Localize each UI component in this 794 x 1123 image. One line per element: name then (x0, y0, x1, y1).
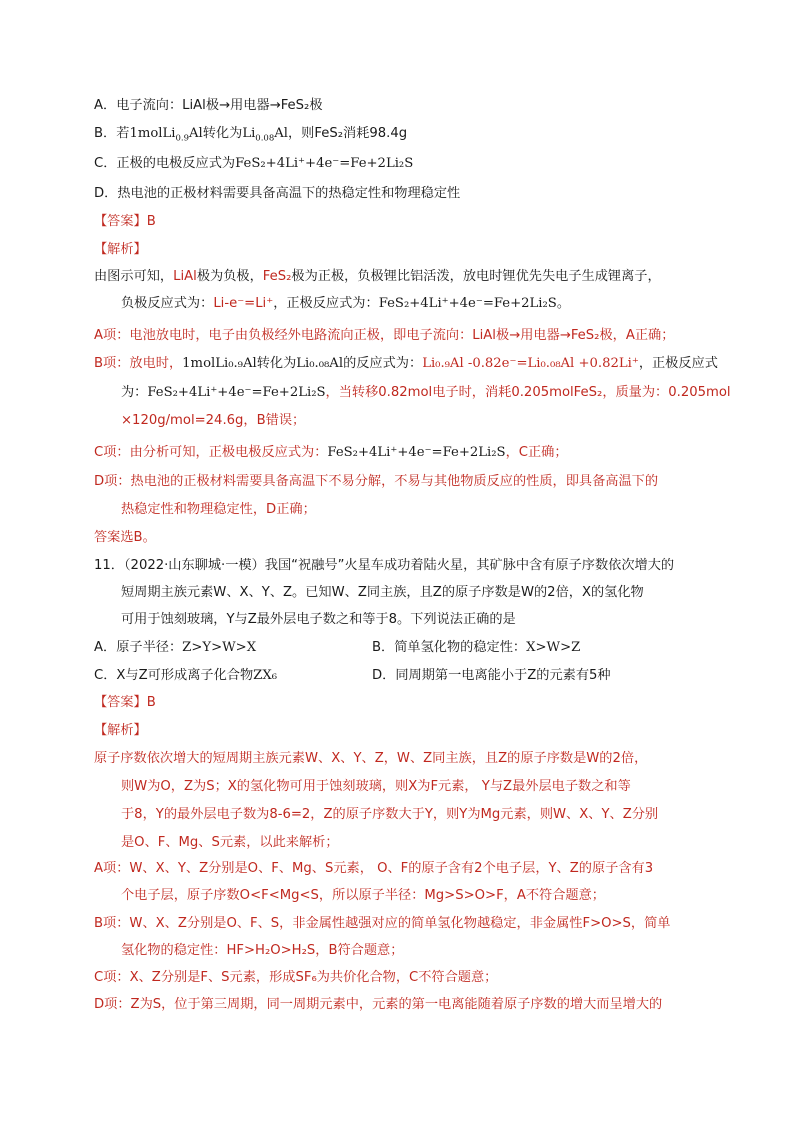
q11-optC-value: ZX₆ (253, 668, 277, 683)
q11-stem-line1: 11．（2022·山东聊城·一模）我国“祝融号”火星车成功着陆火星，其矿脉中含有原子序数依次增大的 (94, 558, 675, 573)
q11-answer (94, 692, 156, 714)
q10-final-answer: 答案选B。 (94, 530, 156, 545)
q10-option-c (94, 153, 413, 175)
q11-analysis-line1: 原子序数依次增大的短周期主族元素W、X、Y、Z，W、Z同主族，且Z的原子序数是W的2倍， (94, 751, 648, 766)
q10-analysis-item-b-line2 (121, 382, 731, 404)
q11-stem-line2: 短周期主族元素W、X、Y、Z。已知W、Z同主族，且Z的原子序数是W的2倍，X的氢化物 (121, 585, 644, 600)
q11-optB-label: B．简单氢化物的稳定性： (372, 640, 527, 655)
q10-analysis-item-c (94, 442, 568, 464)
q10-analysis-line2 (121, 293, 570, 315)
q11-option-b (372, 637, 580, 659)
q11-analysis-item-a-line1: A项：W、X、Y、Z分别是O、F、Mg、S元素， O、F的原子含有2个电子层，Y、Z的原子含有3 (94, 861, 654, 876)
q11-analysis-item-a-line2: 个电子层，原子序数O<F<Mg<S，所以原子半径：Mg>S>O>F，A不符合题意； (121, 888, 605, 903)
q10-a5-equation: FeS₂+4Li⁺+4e⁻=Fe+2Li₂S (147, 385, 326, 400)
q11-analysis-line4: 是O、F、Mg、S元素，以此来解析； (121, 835, 339, 850)
q10-a1b: LiAl (173, 269, 197, 284)
q10-optB-f1b: Al (189, 126, 203, 141)
q10-a1e: 极为正极，负极锂比铝活泼，放电时锂优先失电子生成锂离子， (291, 269, 661, 284)
q11-optA-label: A．原子半径： (94, 640, 183, 655)
q10-a2-equation: FeS₂+4Li⁺+4e⁻=Fe+2Li₂S (378, 296, 557, 311)
q10-a1c: 极为负极， (196, 269, 263, 284)
q11-optB-value: X>W>Z (526, 640, 581, 655)
q11-analysis-label: 【解析】 (94, 723, 147, 738)
q10-a1: 由图示可知， (94, 269, 174, 284)
q10-answer-value: B (146, 214, 156, 229)
q10-analysis-item-b-line3: ×120g/mol=24.6g，B错误； (121, 413, 306, 428)
q10-a1d: FeS₂ (262, 269, 292, 284)
q11-option-a (94, 637, 256, 659)
q11-answer-label: 【答案】 (94, 695, 147, 710)
q10-a2-mid: ，正极反应式为： (273, 296, 379, 311)
q10-a2-pre: 负极反应式为： (121, 296, 214, 311)
q10-answer-label: 【答案】 (94, 214, 147, 229)
q10-optC-equation: FeS₂+4Li⁺+4e⁻=Fe+2Li₂S (235, 156, 414, 171)
q10-a2-red: Li-e⁻=Li⁺ (213, 296, 274, 311)
q11-analysis-item-b-line1: B项：W、X、Z分别是O、F、S，非金属性越强对应的简单氢化物越稳定，非金属性F>O>S，简单 (94, 916, 671, 931)
q10-a4-formula2: Li₀.₀₈Al (296, 356, 344, 371)
q10-a4-pre: B项：放电时， (94, 356, 183, 371)
q11-analysis-item-b-line2: 氢化物的稳定性：HF>H₂O>H₂S，B符合题意； (121, 943, 404, 958)
q10-optB-f1: 1molLi (129, 126, 176, 141)
q10-optB-post: ，则FeS₂消耗98.4g (287, 126, 408, 141)
q10-a7-post: ，C正确； (505, 445, 568, 460)
q10-analysis-item-d-line1: D项：热电池的正极材料需要具备高温下不易分解，不易与其他物质反应的性质，即具备高温下的 (94, 474, 659, 489)
q10-optB-f2-sub: 0.08 (255, 133, 275, 144)
q10-option-a: A．电子流向：LiAl极→用电器→FeS₂极 (94, 98, 323, 113)
q10-a4-mid2: 的反应式为： (343, 356, 423, 371)
q10-option-b-formula2 (242, 126, 288, 144)
q10-optB-f1-sub: 0.9 (175, 133, 189, 144)
q10-analysis-line1 (94, 266, 661, 288)
q10-optB-f2b: Al (274, 126, 288, 141)
q10-analysis-item-a: A项：电池放电时，电子由负极经外电路流向正极，即电子流向：LiAl极→用电器→FeS₂极，A正确； (94, 328, 675, 343)
q10-a7-pre: C项：由分析可知，正极电极反应式为： (94, 445, 328, 460)
q10-a5-post: ，当转移0.82mol电子时，消耗0.205molFeS₂，质量为：0.205mol (325, 385, 731, 400)
q10-option-d: D．热电池的正极材料需要具备高温下的热稳定性和物理稳定性 (94, 186, 461, 201)
q11-analysis-line2: 则W为O，Z为S；X的氢化物可用于蚀刻玻璃，则X为F元素， Y与Z最外层电子数之和等 (121, 779, 631, 794)
q11-optC-label: C．X与Z可形成离子化合物 (94, 668, 254, 683)
q10-a7-equation: FeS₂+4Li⁺+4e⁻=Fe+2Li₂S (327, 445, 506, 460)
q10-analysis-item-d-line2: 热稳定性和物理稳定性，D正确； (121, 502, 316, 517)
q10-a5-pre: 为： (121, 385, 148, 400)
q11-stem-line3: 可用于蚀刻玻璃，Y与Z最外层电子数之和等于8。下列说法正确的是 (121, 612, 516, 627)
q10-a2-post: 。 (556, 296, 571, 311)
q11-answer-value: B (146, 695, 156, 710)
q10-optC-pre: C．正极的电极反应式为 (94, 156, 236, 171)
q10-answer (94, 211, 156, 233)
q10-analysis-label: 【解析】 (94, 242, 147, 257)
q11-option-c (94, 665, 277, 687)
q11-optA-value: Z>Y>W>X (182, 640, 257, 655)
q10-a4-mid: 转化为 (256, 356, 297, 371)
q10-option-b-formula1 (129, 126, 203, 144)
q10-option-b-prefix: B．若 (94, 126, 130, 141)
q10-a4-formula: 1molLi₀.₉Al (182, 356, 257, 371)
q10-analysis-item-b-line1 (94, 353, 718, 375)
q11-analysis-item-c: C项：X、Z分别是F、S元素，形成SF₆为共价化合物，C不符合题意； (94, 970, 498, 985)
q10-option-b (94, 123, 407, 145)
q11-option-d: D．同周期第一电离能小于Z的元素有5种 (372, 668, 611, 683)
q10-a4-post: ，正极反应式 (638, 356, 718, 371)
q11-analysis-line3: 于8，Y的最外层电子数为8-6=2，Z的原子序数大于Y，则Y为Mg元素，则W、X、Y、Z分别 (121, 807, 659, 822)
q10-a4-equation: Li₀.₉Al -0.82e⁻=Li₀.₀₈Al +0.82Li⁺ (422, 356, 639, 371)
q10-optB-mid: 转化为 (202, 126, 243, 141)
q11-analysis-item-d: D项：Z为S，位于第三周期，同一周期元素中，元素的第一电离能随着原子序数的增大而呈增大的 (94, 997, 663, 1012)
q10-optB-f2: Li (242, 126, 256, 141)
